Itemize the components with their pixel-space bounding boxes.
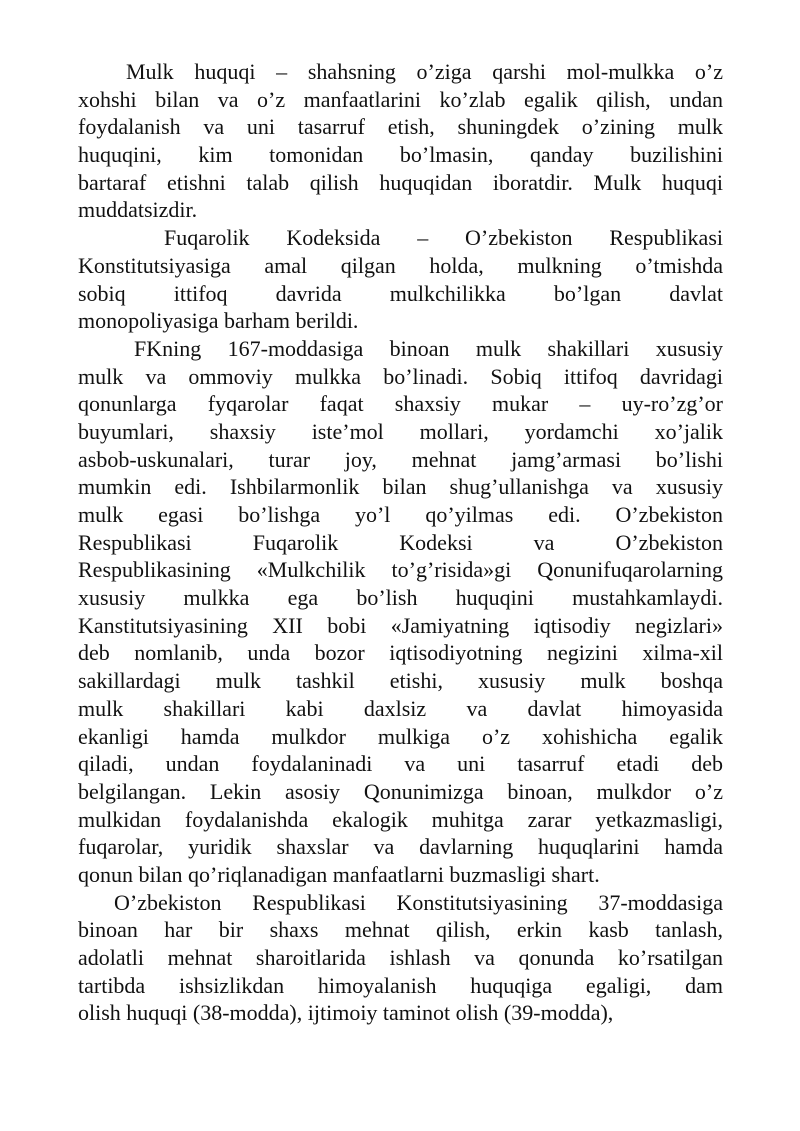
text-line: fuqarolar, yuridik shaxslar va davlarning huquqlarini hamda <box>78 834 723 860</box>
text-line: foydalanish va uni tasarruf etish, shuningdek o’zining mulk <box>78 114 723 140</box>
text-line: qiladi, undan foydalaninadi va uni tasarruf etadi deb <box>78 751 723 777</box>
text-line: xususiy mulkka ega bo’lish huquqini mustahkamlaydi. <box>78 585 723 611</box>
text-line: mumkin edi. Ishbilarmonlik bilan shug’ullanishga va xususiy <box>78 474 723 500</box>
text-line: Respublikasining «Mulkchilik to’g’risida»gi Qonunifuqarolarning <box>78 557 723 583</box>
text-line: qonunlarga fyqarolar faqat shaxsiy mukar – uy-ro’zg’or <box>78 391 723 417</box>
text-line: bartaraf etishni talab qilish huquqidan iboratdir. Mulk huquqi <box>78 169 723 195</box>
text-line: Respublikasi Fuqarolik Kodeksi va O’zbekiston <box>78 529 723 555</box>
text-line: sobiq ittifoq davrida mulkchilikka bo’lgan davlat <box>78 280 723 306</box>
text-line: Fuqarolik Kodeksida – O’zbekiston Respublikasi <box>164 225 723 251</box>
text-line: ekanligi hamda mulkdor mulkiga o’z xohishicha egalik <box>78 723 723 749</box>
text-line: mulk shakillari kabi daxlsiz va davlat himoyasida <box>78 695 723 721</box>
text-line: deb nomlanib, unda bozor iqtisodiyotning negizini xilma-xil <box>78 640 723 666</box>
text-line: olish huquqi (38-modda), ijtimoiy taminot olish (39-modda), <box>78 1000 614 1026</box>
text-line: buyumlari, shaxsiy iste’mol mollari, yordamchi xo’jalik <box>78 418 723 444</box>
text-line: monopoliyasiga barham berildi. <box>78 308 359 334</box>
text-line: Konstitutsiyasiga amal qilgan holda, mulkning o’tmishda <box>78 252 723 278</box>
document-body <box>78 58 723 1027</box>
text-line: asbob-uskunalari, turar joy, mehnat jamg’armasi bo’lishi <box>78 446 723 472</box>
text-line: muddatsizdir. <box>78 197 198 223</box>
text-line: tartibda ishsizlikdan himoyalanish huquqiga egaligi, dam <box>78 972 723 998</box>
text-line: mulk egasi bo’lishga yo’l qo’yilmas edi. O’zbekiston <box>78 502 723 527</box>
text-line: qonun bilan qo’riqlanadigan manfaatlarni buzmasligi shart. <box>78 861 600 887</box>
text-line: Mulk huquqi – shahsning o’ziga qarshi mol-mulkka o’z <box>126 59 723 84</box>
text-line: huquqini, kim tomonidan bo’lmasin, qanday buzilishini <box>78 142 723 168</box>
text-line: mulk va ommoviy mulkka bo’linadi. Sobiq ittifoq davridagi <box>78 363 723 389</box>
text-line: O’zbekiston Respublikasi Konstitutsiyasining 37-moddasiga <box>114 889 723 915</box>
text-line: xohshi bilan va o’z manfaatlarini ko’zlab egalik qilish, undan <box>78 86 723 112</box>
text-line: mulkidan foydalanishda ekalogik muhitga zarar yetkazmasligi, <box>78 806 723 832</box>
text-line: sakillardagi mulk tashkil etishi, xususiy mulk boshqa <box>78 668 723 694</box>
text-line: FKning 167-moddasiga binoan mulk shakillari xususiy <box>134 335 723 361</box>
text-line: binoan har bir shaxs mehnat qilish, erkin kasb tanlash, <box>78 917 723 943</box>
text-line: adolatli mehnat sharoitlarida ishlash va qonunda ko’rsatilgan <box>78 945 723 970</box>
text-line: belgilangan. Lekin asosiy Qonunimizga binoan, mulkdor o’z <box>78 778 723 804</box>
text-line: Kanstitutsiyasining XII bobi «Jamiyatning iqtisodiy negizlari» <box>78 612 723 638</box>
